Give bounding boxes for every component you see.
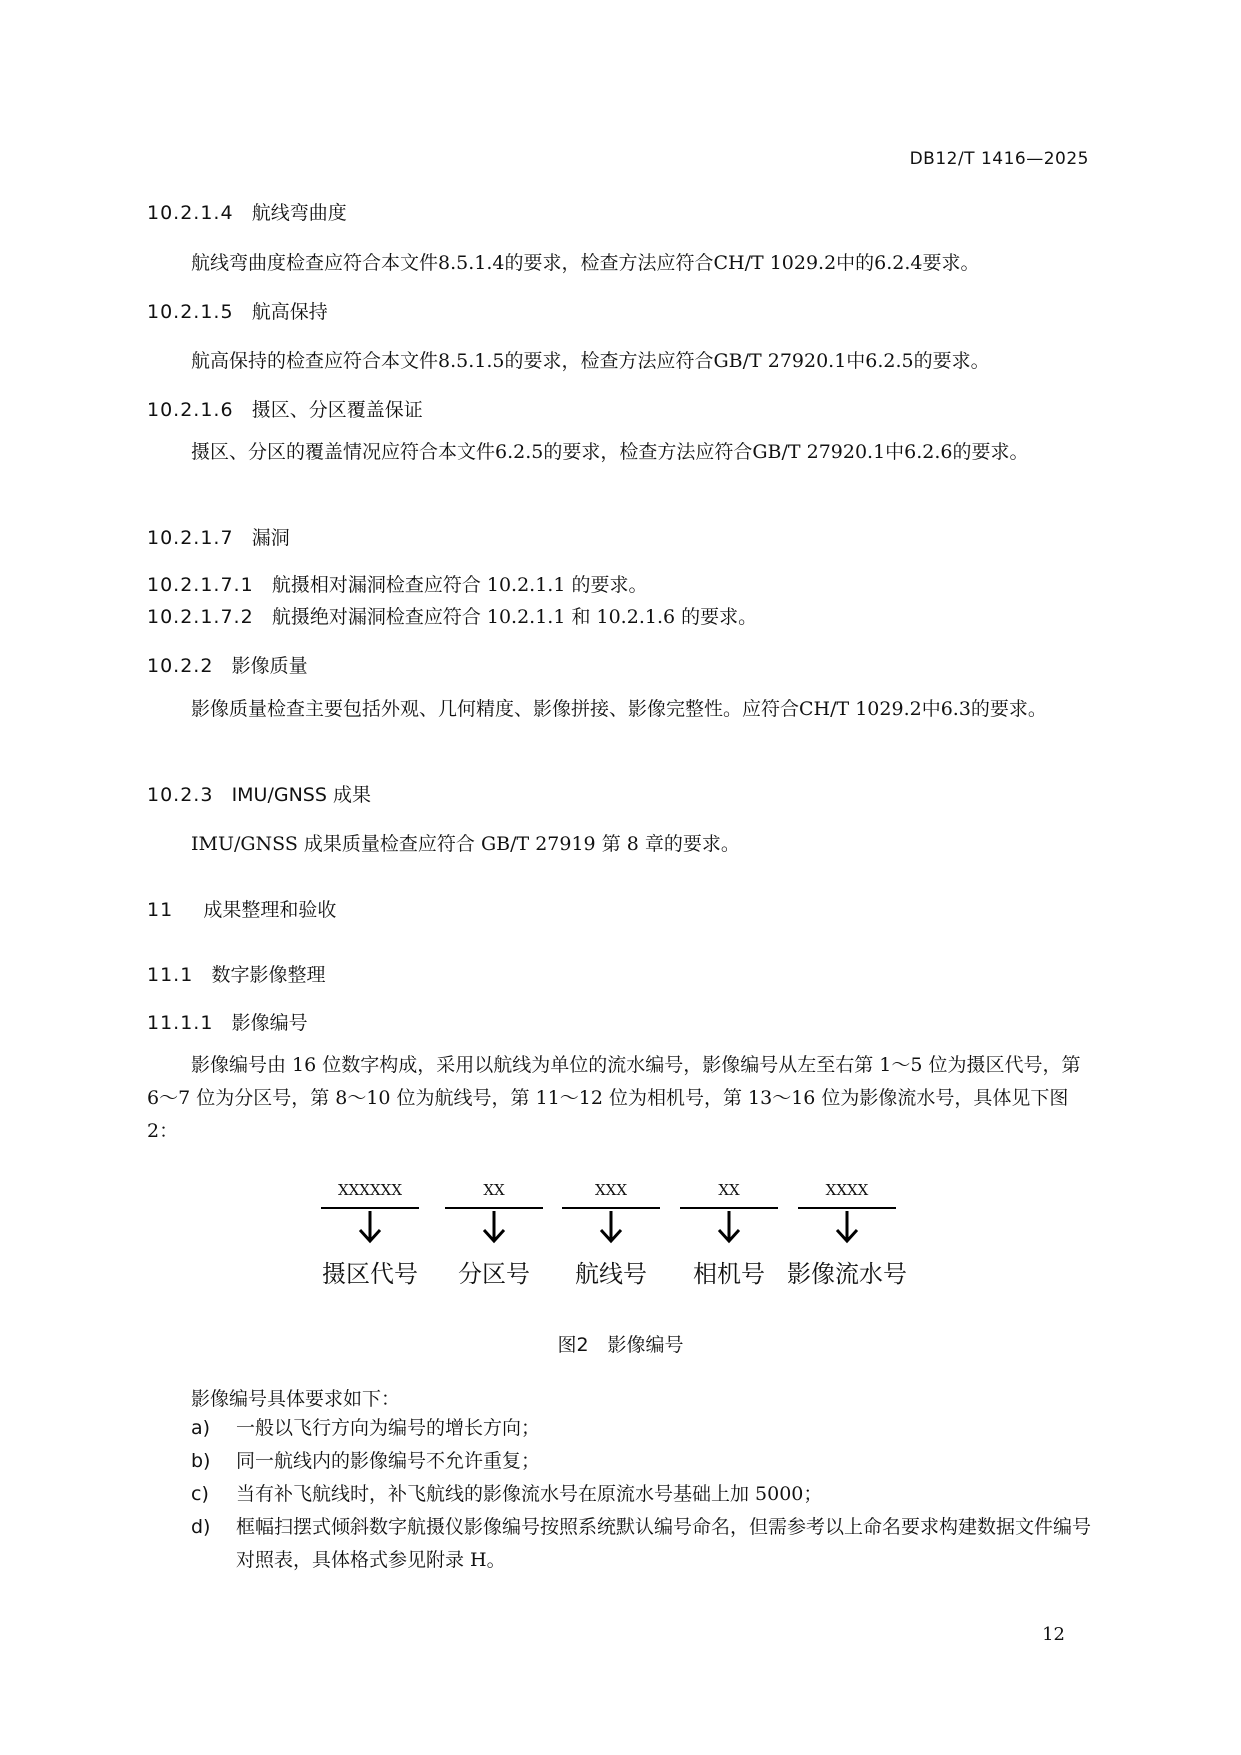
down-arrow-icon bbox=[717, 1210, 741, 1244]
section-title: 摄区、分区覆盖保证 bbox=[251, 399, 423, 421]
clause-number: 10.2.1.7.2 bbox=[147, 606, 254, 628]
section-heading-11-1 bbox=[147, 960, 325, 987]
list-marker: d) bbox=[191, 1516, 211, 1538]
segment-name: 影像流水号 bbox=[787, 1260, 907, 1288]
list-item-text: 同一航线内的影像编号不允许重复； bbox=[236, 1450, 541, 1472]
paragraph: IMU/GNSS 成果质量检查应符合 GB/T 27919 第 8 章的要求。 bbox=[191, 833, 740, 855]
section-number: 10.2.1.4 bbox=[147, 202, 234, 224]
segment-name: 航线号 bbox=[575, 1260, 647, 1288]
list-item-text: 框幅扫摆式倾斜数字航摄仪影像编号按照系统默认编号命名，但需参考以上命名要求构建数据文件编号对照表，具体格式参见附录 H。 bbox=[236, 1516, 1092, 1571]
document-id: DB12/T 1416—2025 bbox=[909, 149, 1089, 169]
section-heading-10-2-1-4 bbox=[147, 198, 347, 225]
clause-text: 航摄绝对漏洞检查应符合 10.2.1.1 和 10.2.1.6 的要求。 bbox=[271, 606, 758, 628]
list-marker: c) bbox=[191, 1483, 209, 1505]
clause-number: 10.2.1.7.1 bbox=[147, 574, 254, 596]
list-marker: b) bbox=[191, 1450, 211, 1472]
section-heading-10-2-1-5 bbox=[147, 297, 328, 324]
down-arrow-icon bbox=[358, 1210, 382, 1244]
paragraph: 摄区、分区的覆盖情况应符合本文件6.2.5的要求，检查方法应符合GB/T 27920.1中6.2.6的要求。 bbox=[191, 441, 1029, 463]
down-arrow-icon bbox=[835, 1210, 859, 1244]
chapter-heading-11 bbox=[147, 895, 336, 922]
clause-text: 航摄相对漏洞检查应符合 10.2.1.1 的要求。 bbox=[271, 574, 648, 596]
section-number: 11.1.1 bbox=[147, 1012, 214, 1034]
segment-underline bbox=[562, 1207, 660, 1209]
down-arrow-icon bbox=[482, 1210, 506, 1244]
paragraph: 影像质量检查主要包括外观、几何精度、影像拼接、影像完整性。应符合CH/T 1029.2中6.3的要求。 bbox=[191, 698, 1047, 720]
clause-10-2-1-7-1 bbox=[147, 570, 647, 597]
segment-code: XX bbox=[483, 1181, 505, 1199]
paragraph: 航高保持的检查应符合本文件8.5.1.5的要求，检查方法应符合GB/T 27920.1中6.2.5的要求。 bbox=[191, 350, 990, 372]
segment-name: 相机号 bbox=[693, 1260, 765, 1288]
list-item bbox=[191, 1478, 1091, 1511]
segment-code: XX bbox=[718, 1181, 740, 1199]
down-arrow-icon bbox=[599, 1210, 623, 1244]
section-title: 漏洞 bbox=[251, 527, 290, 549]
section-heading-10-2-3 bbox=[147, 780, 371, 807]
section-heading-10-2-2 bbox=[147, 651, 308, 678]
segment-code: XXXX bbox=[825, 1181, 869, 1199]
section-number: 11.1 bbox=[147, 964, 194, 986]
list-intro: 影像编号具体要求如下： bbox=[191, 1388, 401, 1410]
section-number: 10.2.1.5 bbox=[147, 301, 234, 323]
segment-name: 摄区代号 bbox=[322, 1260, 418, 1288]
section-title: 影像编号 bbox=[231, 1012, 308, 1034]
list-item bbox=[191, 1445, 1091, 1478]
figure-caption: 图2 影像编号 bbox=[557, 1334, 684, 1356]
section-title: 航线弯曲度 bbox=[251, 202, 347, 224]
list-item-text: 当有补飞航线时，补飞航线的影像流水号在原流水号基础上加 5000； bbox=[236, 1483, 823, 1505]
section-number: 10.2.1.6 bbox=[147, 399, 234, 421]
section-number: 11 bbox=[147, 899, 174, 921]
list-item bbox=[191, 1412, 1091, 1445]
section-title: IMU/GNSS 成果 bbox=[231, 784, 371, 806]
segment-underline bbox=[798, 1207, 896, 1209]
list-item bbox=[191, 1511, 1091, 1577]
paragraph: 影像编号由 16 位数字构成，采用以航线为单位的流水编号，影像编号从左至右第 1～5 位为摄区代号，第 6～7 位为分区号，第 8～10 位为航线号，第 11～12 位为相机号，第 13～16 位为影像流水号，具体见下图 2： bbox=[147, 1054, 1081, 1142]
section-heading-10-2-1-6 bbox=[147, 395, 423, 422]
section-heading-10-2-1-7 bbox=[147, 523, 290, 550]
page-number: 12 bbox=[1042, 1624, 1065, 1645]
segment-name: 分区号 bbox=[458, 1260, 530, 1288]
section-title: 数字影像整理 bbox=[211, 964, 326, 986]
list-item-text: 一般以飞行方向为编号的增长方向； bbox=[236, 1417, 541, 1439]
segment-underline bbox=[680, 1207, 778, 1209]
segment-code: XXXXXX bbox=[337, 1181, 403, 1199]
section-title: 影像质量 bbox=[231, 655, 308, 677]
section-number: 10.2.2 bbox=[147, 655, 214, 677]
segment-underline bbox=[445, 1207, 543, 1209]
segment-underline bbox=[321, 1207, 419, 1209]
paragraph: 航线弯曲度检查应符合本文件8.5.1.4的要求，检查方法应符合CH/T 1029.2中的6.2.4要求。 bbox=[191, 252, 980, 274]
list-marker: a) bbox=[191, 1417, 211, 1439]
section-title: 航高保持 bbox=[251, 301, 328, 323]
section-number: 10.2.3 bbox=[147, 784, 214, 806]
clause-10-2-1-7-2 bbox=[147, 602, 757, 629]
section-number: 10.2.1.7 bbox=[147, 527, 234, 549]
segment-code: XXX bbox=[594, 1181, 628, 1199]
section-title: 成果整理和验收 bbox=[203, 899, 337, 921]
section-heading-11-1-1 bbox=[147, 1008, 308, 1035]
